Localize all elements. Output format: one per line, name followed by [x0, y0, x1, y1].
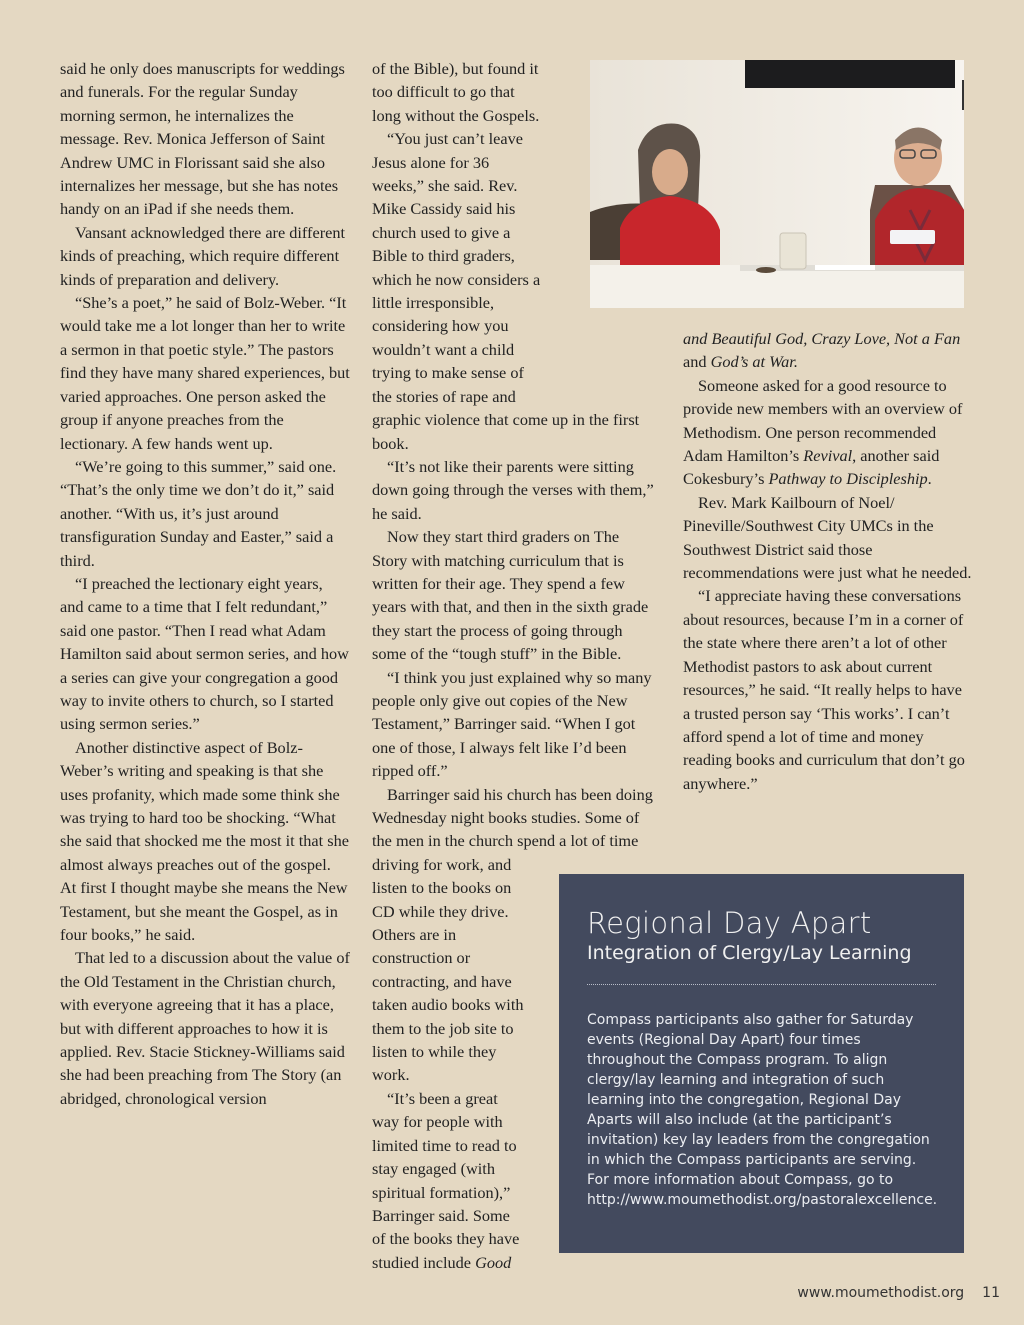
sidebar-body: Compass participants also gather for Saturday events (Regional Day Apart) four times throughout the Compass program. To align clergy/lay learning and integration of such learning into the congregation, Regional Day Aparts will also include (at the participant’s invitation) key lay leaders from the congregation in which the Compass participants are serving. For more information about Compass, go to http://www.moumethodist.org/pastoralexcellence. [587, 1012, 938, 1208]
paragraph-text: . [927, 469, 932, 489]
book-title: Revival [803, 446, 853, 466]
paragraph: “It’s not like their parents were sitting down going through the verses with them,” he said. [372, 456, 654, 523]
paragraph: “I appreciate having these conversations about resources, because I’m in a corner of the state where there aren’t a lot of other Methodist pastors to ask about current resources,” he said. “It really helps to have a trusted person say ‘This works’. I can’t afford spend a lot of time and money reading books and curriculum that don’t go anywhere.” [683, 586, 965, 793]
paragraph: Barringer said his church has been doing Wednesday night books studies. Some of the men in the church spend a lot of time driving for work, and [372, 784, 653, 874]
paragraph: Vansant acknowledged there are different kinds of preaching, which require different kinds of preparation and delivery. [60, 222, 346, 289]
book-title: God’s at War. [710, 352, 798, 372]
meeting-photo [590, 60, 964, 308]
page-number: 11 [982, 1285, 1000, 1301]
paragraph: “She’s a poet,” he said of Bolz-Weber. “It would take me a lot longer than her to write a sermon in that poetic style.” The pastors find they have many shared experiences, but varied approaches. One person asked the group if anyone preaches from the lectionary. A few hands went up. [60, 293, 350, 453]
paragraph: said he only does manuscripts for weddings and funerals. For the regular Sunday morning sermon, he internalizes the message. Rev. Monica Jefferson of Saint Andrew UMC in Florissant said she also internalizes her message, but she has notes handy on an iPad if she needs them. [60, 59, 345, 219]
paragraph: Now they start third graders on The Story with matching curriculum that is written for their age. They spend a few years with that, and then in the sixth grade they start the process of going through some of the “tough stuff” in the Bible. [372, 527, 649, 664]
article-column-3 [683, 327, 973, 795]
paragraph: “I preached the lectionary eight years, and came to a time that I felt redundant,” said one pastor. “Then I read what Adam Hamilton said about sermon series, and how a series can give your congregation a good way to invite others to church, so I started using sermon series.” [60, 573, 349, 734]
paragraph: “I think you just explained why so many people only give out copies of the New Testament,” Barringer said. “When I got one of those, I always felt like I’d been ripped off.” [372, 667, 652, 781]
book-title: Good [475, 1252, 512, 1272]
paragraph: Rev. Mark Kailbourn of Noel/ Pineville/Southwest City UMCs in the Southwest District said those recommendations were just what he needed. [683, 492, 972, 583]
paragraph: listen to the books on CD while they drive. Others are in construction or contracting, and have taken audio books with them to the job site to listen to while they work. [372, 878, 524, 1085]
photo-illustration [590, 60, 964, 308]
book-title: Pathway to Discipleship [768, 469, 928, 489]
book-titles: and Beautiful God, Crazy Love, Not a Fan [683, 329, 961, 348]
footer-url: www.moumethodist.org [797, 1285, 965, 1301]
regional-day-apart-sidebar [559, 874, 964, 1253]
sidebar-divider [587, 984, 936, 985]
page-footer [779, 1285, 1000, 1301]
paragraph: “We’re going to this summer,” said one. “That’s the only time we don’t do it,” said another. “With us, it’s just around transfiguration Sunday and Easter,” said a third. [60, 456, 337, 570]
paragraph: Another distinctive aspect of Bolz-Weber’s writing and speaking is that she uses profanity, which made some think she was trying to hard too be shocking. “What she said that shocked me the most it that she almost always preaches out of the gospel. At first I thought maybe she means the New Testament, but she meant the Gospel, as in four books,” he said. [60, 737, 349, 945]
paragraph: That led to a discussion about the value of the Old Testament in the Christian church, with everyone agreeing that it has a place, but with different approaches to how it is applied. Rev. Stacie Stickney-Williams said she had been preaching from The Story (an abridged, chronological version [60, 948, 350, 1108]
paragraph: graphic violence that come up in the first book. [372, 410, 640, 453]
paragraph: of the Bible), but found it too difficult to go that long without the Gospels. [372, 59, 540, 125]
conjunction: and [683, 352, 711, 372]
paragraph-text: , another said Cokesbury’s [683, 446, 940, 489]
paragraph [683, 327, 973, 374]
sidebar-title: Regional Day Apart [587, 906, 872, 940]
paragraph-text: “It’s been a great way for people with limited time to read to stay engaged (with spiritual formation),” Barringer said. Some of the books they have studied include [372, 1088, 520, 1272]
paragraph-text: Someone asked for a good resource to provide new members with an overview of Methodism. One person recommended Adam Hamilton’s [683, 375, 963, 466]
paragraph [683, 374, 973, 491]
article-column-1 [60, 57, 350, 1110]
paragraph [372, 1087, 527, 1274]
sidebar-subtitle: Integration of Clergy/Lay Learning [587, 942, 912, 964]
paragraph: “You just can’t leave Jesus alone for 36 weeks,” she said. Rev. Mike Cassidy said his church used to give a Bible to third graders, which he now considers a little irresponsible, considering how you wouldn’t want a child trying to make sense of the stories of rape and [372, 129, 541, 406]
